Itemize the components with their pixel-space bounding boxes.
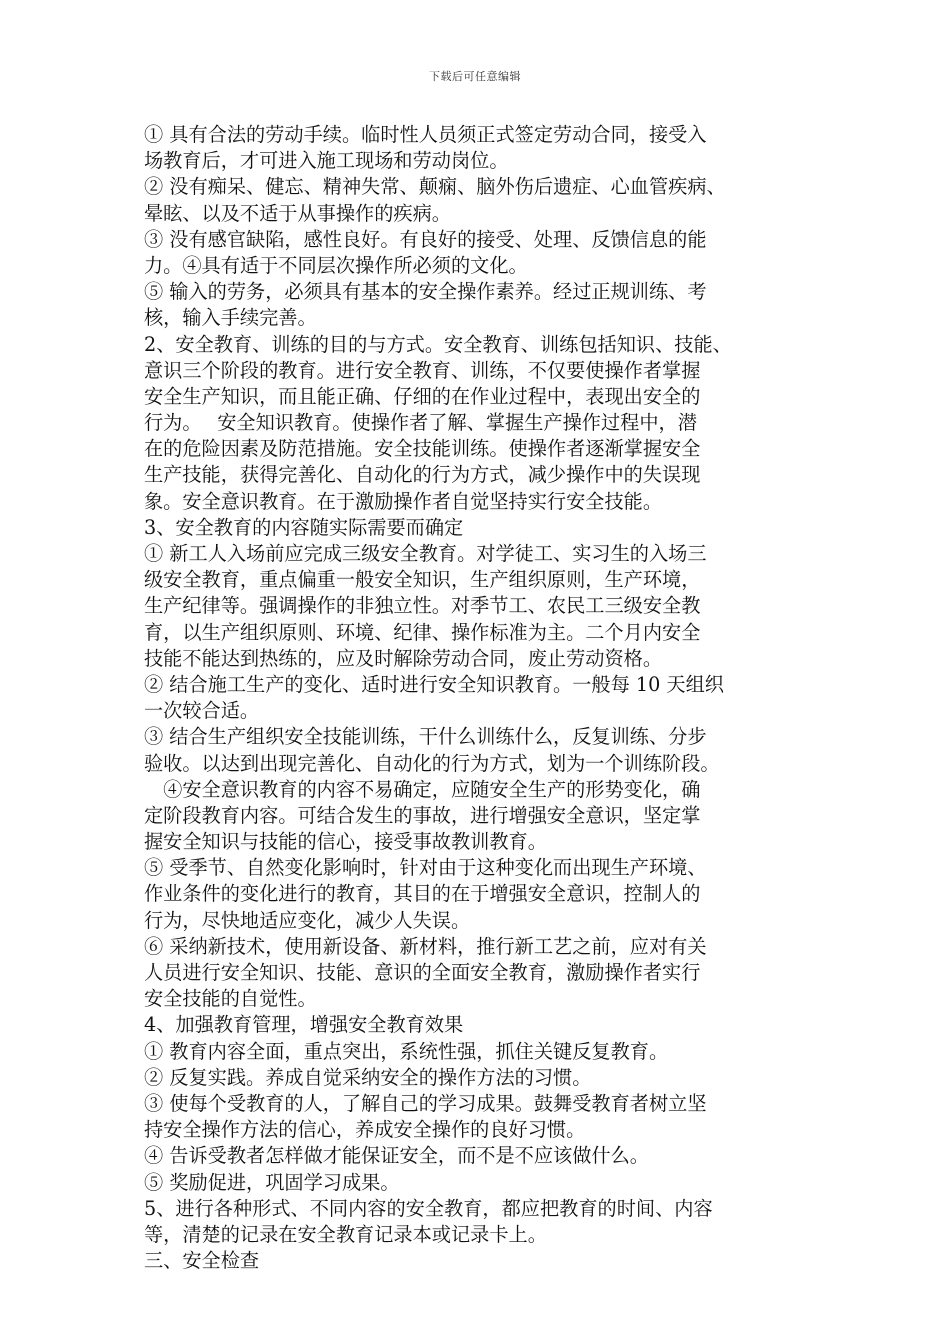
- text-line: 生产纪律等。强调操作的非独立性。对季节工、农民工三级安全教: [144, 594, 701, 618]
- text-line: 等，清楚的记录在安全教育记录本或记录卡上。: [144, 1222, 547, 1246]
- text-line: 作业条件的变化进行的教育，其目的在于增强安全意识，控制人的: [144, 882, 701, 906]
- text-line: 人员进行安全知识、技能、意识的全面安全教育，激励操作者实行: [144, 961, 701, 984]
- text-line: 行为，尽快地适应变化，减少人失误。: [144, 908, 471, 932]
- text-line: ② 结合施工生产的变化、适时进行安全知识教育。一般每 10 天组织: [144, 672, 724, 696]
- text-line: 力。④具有适于不同层次操作所必须的文化。: [144, 253, 528, 277]
- text-line: 核，输入手续完善。: [144, 306, 317, 330]
- text-line: 4、加强教育管理，增强安全教育效果: [144, 1013, 464, 1037]
- text-line: 行为。 安全知识教育。使操作者了解、掌握生产操作过程中，潜: [144, 411, 697, 435]
- text-line: ① 具有合法的劳动手续。临时性人员须正式签定劳动合同，接受入: [144, 123, 707, 146]
- text-line: ④ 告诉受教者怎样做才能保证安全，而不是不应该做什么。: [144, 1144, 649, 1168]
- text-line: 技能不能达到热练的，应及时解除劳动合同，废止劳动资格。: [144, 646, 663, 670]
- text-line: 晕眩、以及不适于从事操作的疾病。: [144, 201, 451, 225]
- text-line: 安全生产知识，而且能正确、仔细的在作业过程中，表现出安全的: [144, 384, 701, 408]
- text-line: ⑤ 受季节、自然变化影响时，针对由于这种变化而出现生产环境、: [144, 856, 707, 880]
- text-line: ① 新工人入场前应完成三级安全教育。对学徒工、实习生的入场三: [144, 542, 707, 565]
- text-line: ⑤ 输入的劳务，必须具有基本的安全操作素养。经过正规训练、考: [144, 280, 707, 304]
- text-line: 级安全教育，重点偏重一般安全知识，生产组织原则，生产环境，: [144, 568, 701, 592]
- text-line: 一次较合适。: [144, 699, 260, 723]
- text-line: ② 反复实践。养成自觉采纳安全的操作方法的习惯。: [144, 1065, 592, 1089]
- text-line: 生产技能，获得完善化、自动化的行为方式，减少操作中的失误现: [144, 463, 701, 487]
- document-body: [144, 122, 816, 1274]
- text-line: 验收。以达到出现完善化、自动化的行为方式，划为一个训练阶段。: [144, 751, 720, 775]
- text-line: 在的危险因素及防范措施。安全技能训练。使操作者逐渐掌握安全: [144, 437, 701, 461]
- text-line: 三、安全检查: [144, 1249, 260, 1273]
- text-line: 5、进行各种形式、不同内容的安全教育，都应把教育的时间、内容: [144, 1196, 713, 1220]
- text-line: 安全技能的自觉性。: [144, 987, 317, 1011]
- text-line: 定阶段教育内容。可结合发生的事故，进行增强安全意识，坚定掌: [144, 803, 701, 827]
- text-line: 场教育后，才可进入施工现场和劳动岗位。: [144, 149, 509, 173]
- text-line: ③ 没有感官缺陷，感性良好。有良好的接受、处理、反馈信息的能: [144, 227, 707, 251]
- text-line: 持安全操作方法的信心，养成安全操作的良好习惯。: [144, 1118, 586, 1142]
- text-line: 育，以生产组织原则、环境、纪律、操作标准为主。二个月内安全: [144, 620, 701, 644]
- text-line: ③ 结合生产组织安全技能训练，干什么训练什么，反复训练、分步: [144, 725, 707, 749]
- text-line: 握安全知识与技能的信心，接受事故教训教育。: [144, 830, 547, 854]
- text-line: ② 没有痴呆、健忘、精神失常、颠痫、脑外伤后遗症、心血管疾病、: [144, 175, 726, 199]
- text-line: 2、安全教育、训练的目的与方式。安全教育、训练包括知识、技能、: [144, 332, 732, 356]
- text-line: ③ 使每个受教育的人，了解自己的学习成果。鼓舞受教育者树立坚: [144, 1091, 707, 1115]
- text-line: ⑤ 奖励促进，巩固学习成果。: [144, 1170, 400, 1194]
- text-line: ⑥ 采纳新技术，使用新设备、新材料，推行新工艺之前，应对有关: [144, 934, 707, 958]
- text-line: 象。安全意识教育。在于激励操作者自觉坚持实行安全技能。: [144, 489, 663, 513]
- text-line: 3、安全教育的内容随实际需要而确定: [144, 515, 464, 539]
- text-line: 意识三个阶段的教育。进行安全教育、训练，不仅要使操作者掌握: [144, 358, 701, 382]
- page-header: 下载后可任意编辑: [429, 70, 521, 83]
- text-line: ④安全意识教育的内容不易确定，应随安全生产的形势变化，确: [144, 777, 701, 801]
- text-line: ① 教育内容全面，重点突出，系统性强，抓住关键反复教育。: [144, 1039, 669, 1063]
